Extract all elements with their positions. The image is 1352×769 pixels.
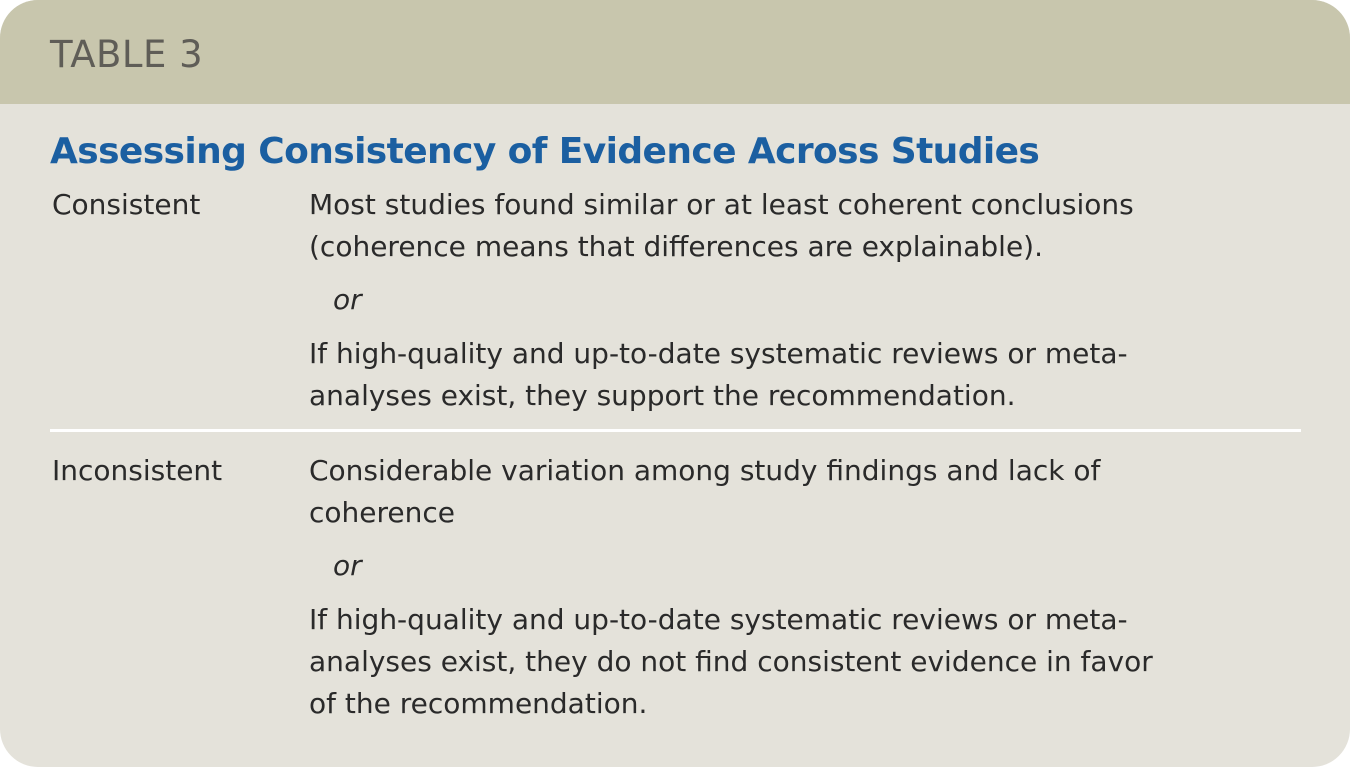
description-line: If high-quality and up-to-date systematic reviews or meta- [309, 603, 1128, 636]
description-line: analyses exist, they support the recommendation. [309, 379, 1016, 412]
row-description [309, 450, 1269, 725]
description-line: analyses exist, they do not find consistent evidence in favor [309, 645, 1153, 678]
or-separator: or [333, 549, 362, 582]
description-line: Most studies found similar or at least coherent conclusions [309, 188, 1134, 221]
or-separator: or [333, 283, 362, 316]
description-line: If high-quality and up-to-date systematic reviews or meta- [309, 337, 1128, 370]
description-line: of the recommendation. [309, 687, 648, 720]
description-line: Considerable variation among study findings and lack of [309, 454, 1101, 487]
row-description [309, 184, 1269, 417]
table-number-label: TABLE 3 [50, 33, 204, 76]
table-title: Assessing Consistency of Evidence Across Studies [50, 131, 1040, 172]
row-divider [50, 429, 1301, 432]
row-term: Inconsistent [52, 454, 223, 487]
description-line: (coherence means that differences are explainable). [309, 230, 1044, 263]
description-line: coherence [309, 496, 455, 529]
row-term: Consistent [52, 188, 201, 221]
header-bar [0, 0, 1350, 104]
